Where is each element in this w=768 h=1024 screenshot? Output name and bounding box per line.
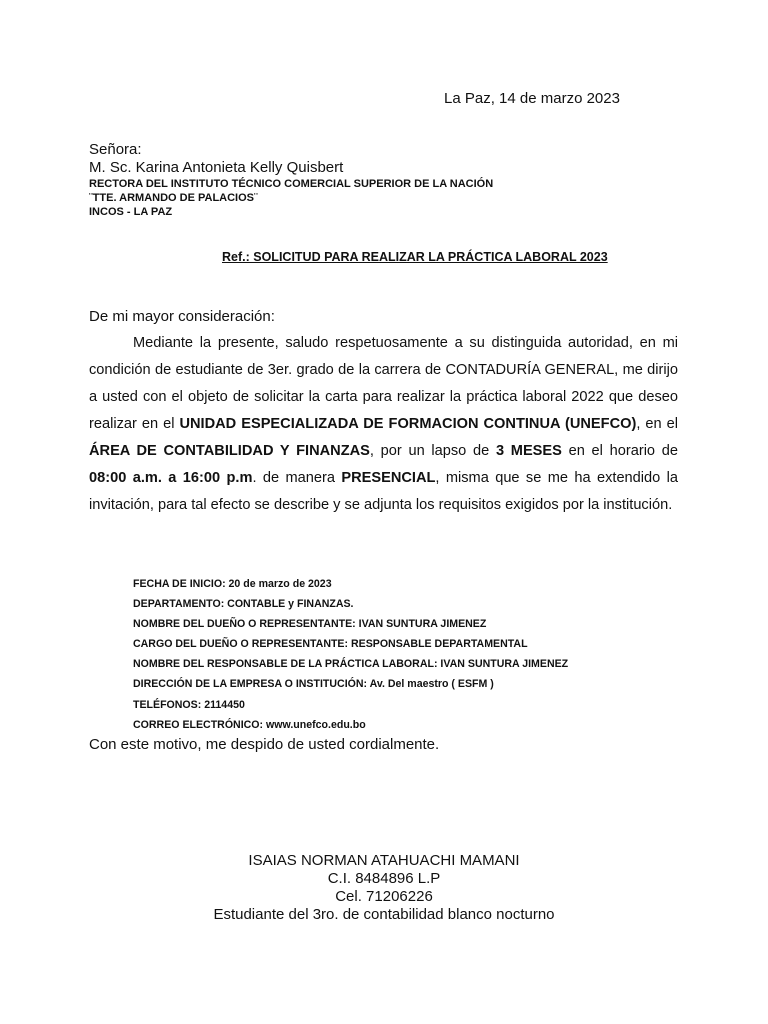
recipient-title: RECTORA DEL INSTITUTO TÉCNICO COMERCIAL SUPERIOR DE LA NACIÓN xyxy=(89,178,494,190)
recipient-location: INCOS - LA PAZ xyxy=(89,206,173,218)
signer-name: ISAIAS NORMAN ATAHUACHI MAMANI xyxy=(248,852,520,869)
body-text-5: . de manera xyxy=(252,470,335,486)
organization-name: UNIDAD ESPECIALIZADA DE FORMACION CONTINUA (UNEFCO) xyxy=(179,416,637,432)
signer-ci: C.I. 8484896 L.P xyxy=(327,870,441,887)
detail-owner-name: NOMBRE DEL DUEÑO O REPRESENTANTE: IVAN SUNTURA JIMENEZ xyxy=(133,618,487,631)
detail-address: DIRECCIÓN DE LA EMPRESA O INSTITUCIÓN: Av. Del maestro ( ESFM ) xyxy=(133,678,494,691)
greeting: De mi mayor consideración: xyxy=(89,308,275,325)
closing-line: Con este motivo, me despido de usted cordialmente. xyxy=(89,736,440,753)
duration: 3 MESES xyxy=(495,443,562,459)
letter-date: La Paz, 14 de marzo 2023 xyxy=(444,90,620,107)
mode: PRESENCIAL xyxy=(341,470,436,486)
recipient-institution: ¨TTE. ARMANDO DE PALACIOS¨ xyxy=(89,192,258,204)
detail-email: CORREO ELECTRÓNICO: www.unefco.edu.bo xyxy=(133,718,366,731)
body-text-2: , en el xyxy=(636,416,678,432)
signer-role: Estudiante del 3ro. de contabilidad blanco nocturno xyxy=(213,906,555,923)
signature-block xyxy=(184,852,584,924)
area-name: ÁREA DE CONTABILIDAD Y FINANZAS xyxy=(89,443,370,459)
body-paragraph xyxy=(89,330,678,519)
detail-phone: TELÉFONOS: 2114450 xyxy=(133,698,245,711)
schedule: 08:00 a.m. a 16:00 p.m xyxy=(89,470,253,486)
detail-owner-role: CARGO DEL DUEÑO O REPRESENTANTE: RESPONSABLE DEPARTAMENTAL xyxy=(133,638,528,651)
recipient-block xyxy=(89,141,493,219)
detail-supervisor: NOMBRE DEL RESPONSABLE DE LA PRÁCTICA LABORAL: IVAN SUNTURA JIMENEZ xyxy=(133,658,569,671)
body-text-6: , misma que se me ha extendido la invitación, para tal efecto se describe y se adjunta los requisitos exigidos por la institución. xyxy=(89,470,679,513)
detail-start-date: FECHA DE INICIO: 20 de marzo de 2023 xyxy=(133,578,332,590)
signer-phone: Cel. 71206226 xyxy=(335,888,433,905)
body-text-1: Mediante la presente, saludo respetuosamente a su distinguida autoridad, en mi condición de estudiante de 3er. grado de la carrera de CONTADURÍA GENERAL, me dirijo a usted con el objeto de solicitar la carta para realizar la práctica laboral 2022 que deseo realizar en el xyxy=(89,335,678,432)
body-text-4: en el horario de xyxy=(568,443,678,459)
body-text-3: , por un lapso de xyxy=(369,443,490,459)
recipient-name: M. Sc. Karina Antonieta Kelly Quisbert xyxy=(89,159,344,176)
recipient-salutation: Señora: xyxy=(89,141,142,158)
reference-line: Ref.: SOLICITUD PARA REALIZAR LA PRÁCTICA LABORAL 2023 xyxy=(222,250,608,264)
details-list xyxy=(133,574,568,735)
detail-department: DEPARTAMENTO: CONTABLE y FINANZAS. xyxy=(133,598,354,611)
